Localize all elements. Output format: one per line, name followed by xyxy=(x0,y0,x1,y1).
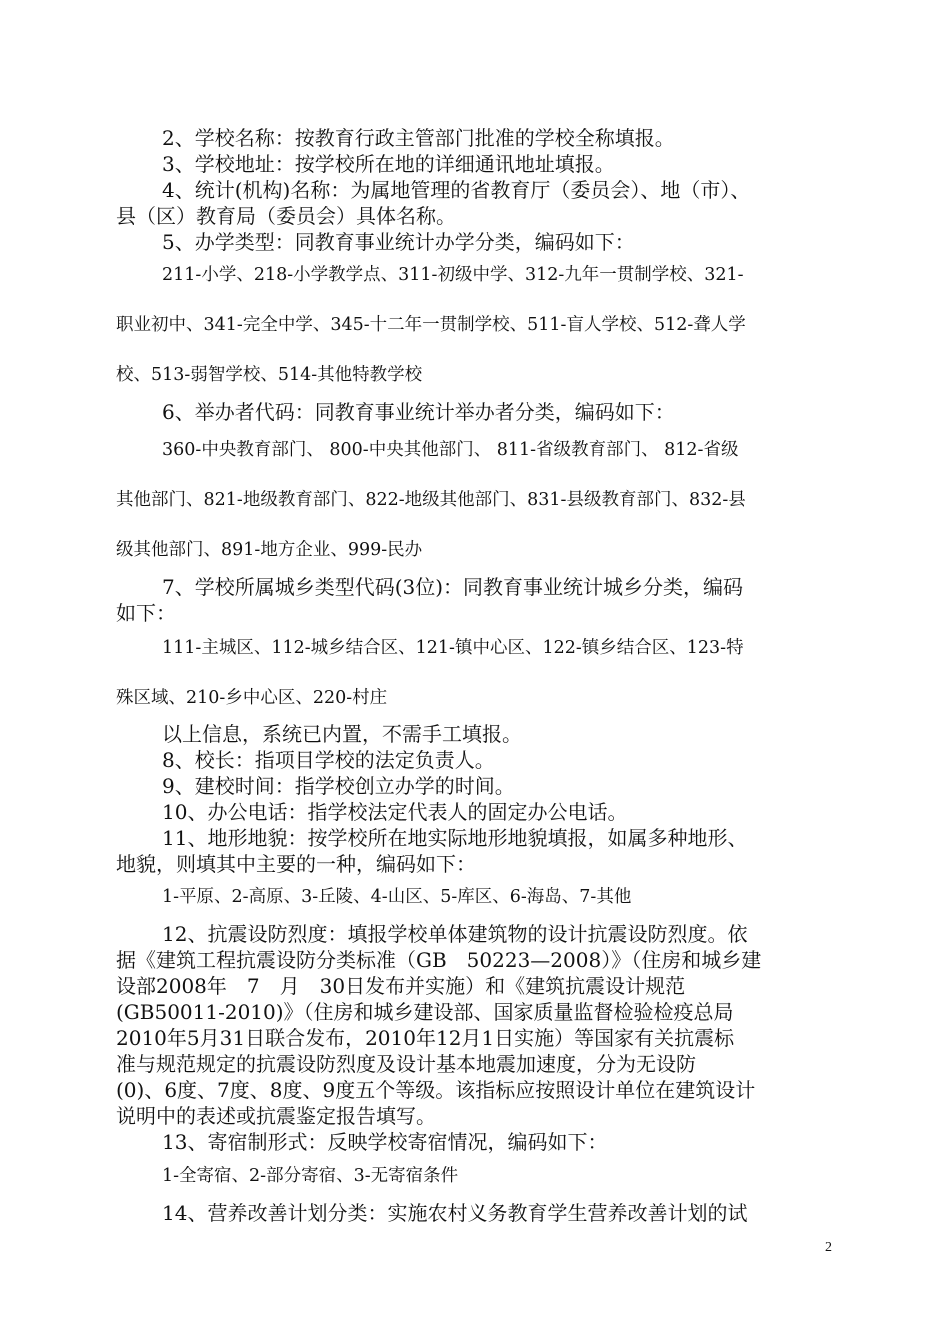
text-line: (GB50011-2010)》（住房和城乡建设部、国家质量监督检验检疫总局 xyxy=(116,1000,734,1024)
text-line: 设部2008年 7 月 30日发布并实施）和《建筑抗震设计规范 xyxy=(116,974,686,998)
text-line: 9、建校时间：指学校创立办学的时间。 xyxy=(162,774,515,798)
text-line: 7、学校所属城乡类型代码(3位)：同教育事业统计城乡分类，编码 xyxy=(162,575,744,599)
text-line: 12、抗震设防烈度：填报学校单体建筑物的设计抗震设防烈度。依 xyxy=(162,922,748,946)
code-line: 其他部门、821-地级教育部门、822-地级其他部门、831-县级教育部门、832-县 xyxy=(116,490,746,510)
code-line: 1-平原、2-高原、3-丘陵、4-山区、5-库区、6-海岛、7-其他 xyxy=(162,887,632,907)
text-line: 准与规范规定的抗震设防烈度及设计基本地震加速度，分为无设防 xyxy=(116,1052,696,1076)
code-line: 211-小学、218-小学教学点、311-初级中学、312-九年一贯制学校、321- xyxy=(162,265,744,285)
text-line: 县（区）教育局（委员会）具体名称。 xyxy=(116,204,456,228)
code-line: 殊区域、210-乡中心区、220-村庄 xyxy=(116,688,388,708)
code-line: 职业初中、341-完全中学、345-十二年一贯制学校、511-盲人学校、512-聋人学 xyxy=(116,315,746,335)
text-line: 5、办学类型：同教育事业统计办学分类，编码如下： xyxy=(162,230,635,254)
text-line: 如下： xyxy=(116,601,176,625)
code-line: 校、513-弱智学校、514-其他特教学校 xyxy=(116,365,423,385)
text-line: 说明中的表述或抗震鉴定报告填写。 xyxy=(116,1104,436,1128)
text-line: 10、办公电话：指学校法定代表人的固定办公电话。 xyxy=(162,800,628,824)
text-line: (0)、6度、7度、8度、9度五个等级。该指标应按照设计单位在建筑设计 xyxy=(116,1078,756,1102)
text-line: 2010年5月31日联合发布，2010年12月1日实施）等国家有关抗震标 xyxy=(116,1026,735,1050)
text-line: 3、学校地址：按学校所在地的详细通讯地址填报。 xyxy=(162,152,615,176)
text-line: 6、举办者代码：同教育事业统计举办者分类，编码如下： xyxy=(162,400,675,424)
text-line: 11、地形地貌：按学校所在地实际地形地貌填报，如属多种地形、 xyxy=(162,826,748,850)
text-line: 8、校长：指项目学校的法定负责人。 xyxy=(162,748,495,772)
text-line: 4、统计(机构)名称：为属地管理的省教育厅（委员会）、地（市）、 xyxy=(162,178,751,202)
page-number: 2 xyxy=(825,1240,832,1255)
text-line: 14、营养改善计划分类：实施农村义务教育学生营养改善计划的试 xyxy=(162,1201,748,1225)
code-line: 360-中央教育部门、 800-中央其他部门、 811-省级教育部门、 812-省级 xyxy=(162,440,739,460)
text-line: 以上信息，系统已内置，不需手工填报。 xyxy=(162,722,522,746)
code-line: 1-全寄宿、2-部分寄宿、3-无寄宿条件 xyxy=(162,1166,459,1186)
text-line: 2、学校名称：按教育行政主管部门批准的学校全称填报。 xyxy=(162,126,675,150)
code-line: 级其他部门、891-地方企业、999-民办 xyxy=(116,540,423,560)
text-line: 地貌，则填其中主要的一种，编码如下： xyxy=(116,852,476,876)
code-line: 111-主城区、112-城乡结合区、121-镇中心区、122-镇乡结合区、123-特 xyxy=(162,638,744,658)
text-line: 据《建筑工程抗震设防分类标准（GB 50223—2008）》（住房和城乡建 xyxy=(116,948,762,972)
text-line: 13、寄宿制形式：反映学校寄宿情况，编码如下： xyxy=(162,1130,608,1154)
